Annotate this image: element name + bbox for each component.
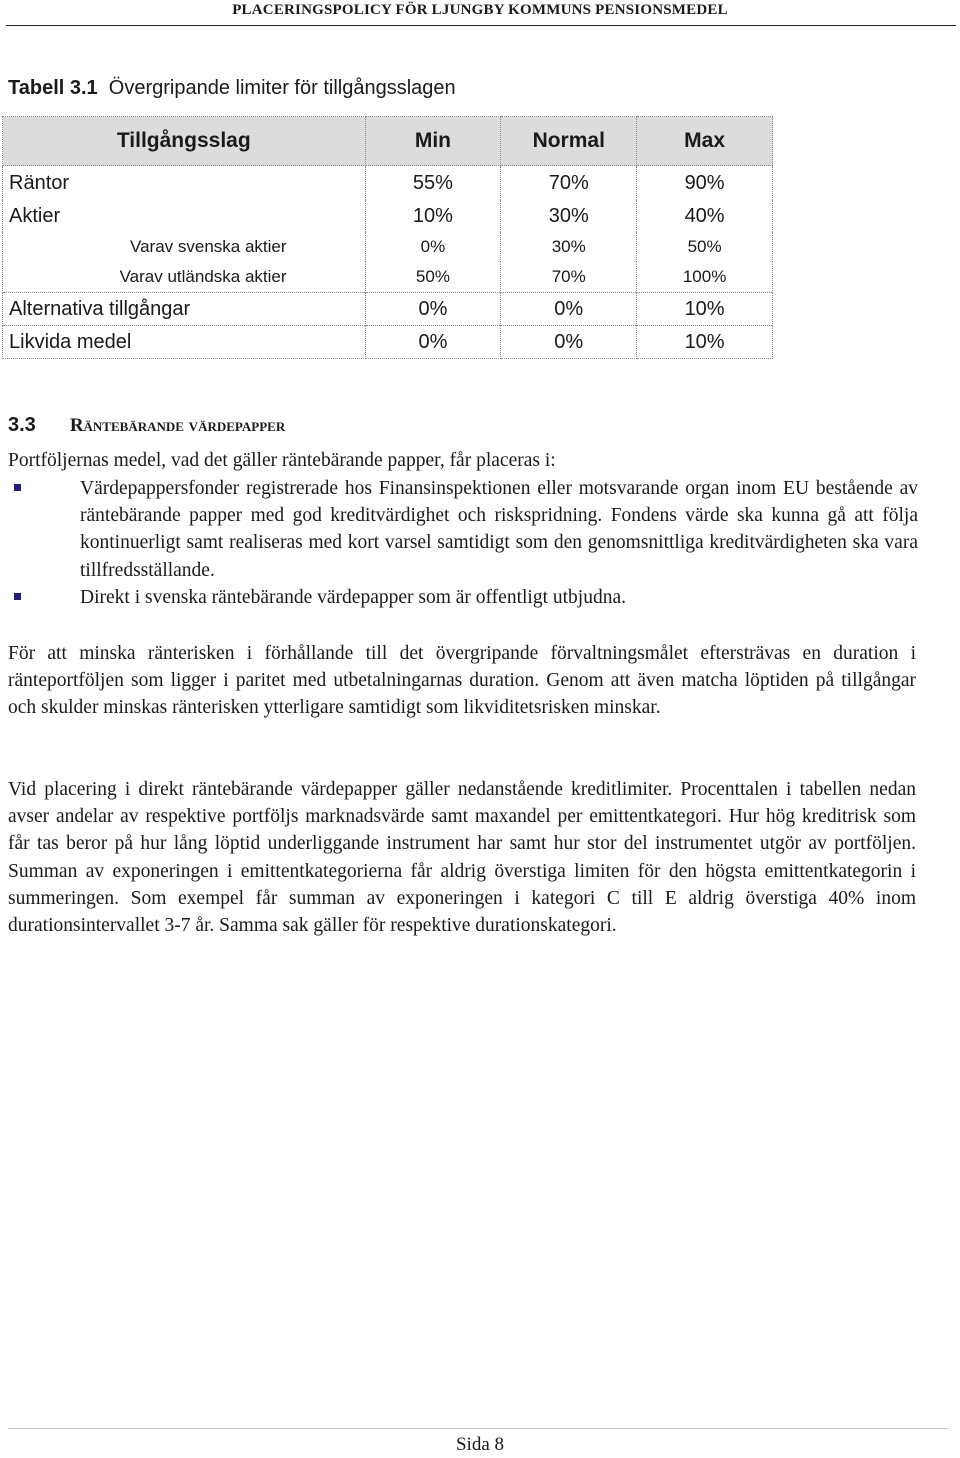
cell-max: 50% <box>637 232 773 262</box>
table-caption-label: Tabell 3.1 <box>8 77 98 99</box>
column-header-normal: Normal <box>501 117 637 166</box>
cell-max: 40% <box>637 200 773 232</box>
paragraph-credit-limits: Vid placering i direkt räntebärande värdepapper gäller nedanstående kreditlimiter. Procenttalen i tabellen nedan avser andelar av respektive portföljs marknadsvärde samt maxandel per emittentkategori. Hur hög kreditrisk som får tas beror på hur lång löptid underliggande instrument har samt hur stor del instrumentet utgör av portföljen. Summan av exponeringen i emittentkategorierna får aldrig överstiga limiten för den högsta emittentkategorin i summeringen. Som exempel får summan av exponeringen i kategori C till E aldrig överstiga 40% inom durationsintervallet 3-7 år. Samma sak gäller för respektive durationskategori. <box>8 779 916 937</box>
cell-normal: 70% <box>501 166 637 201</box>
table-caption-text: Övergripande limiter för tillgångsslagen <box>108 77 456 99</box>
lead-in-text: Portföljernas medel, vad det gäller räntebärande papper, får placeras i: <box>8 450 556 471</box>
table-header-row <box>3 117 773 166</box>
row-label: Alternativa tillgångar <box>3 293 366 326</box>
running-header: PLACERINGSPOLICY FÖR LJUNGBY KOMMUNS PENSIONSMEDEL <box>232 2 728 18</box>
paragraph-duration: För att minska ränterisken i förhållande till det övergripande förvaltningsmålet eftersträvas en duration i ränteportföljen som ligger i paritet med utbetalningarnas duration. Genom att även matcha löptiden på tillgångar och skulder minskas ränterisken ytterligare samtidigt som likviditetsrisken minskar. <box>8 643 916 719</box>
table-row <box>3 232 773 262</box>
column-header-asset-class: Tillgångsslag <box>3 117 366 166</box>
cell-normal: 70% <box>501 262 637 293</box>
table-row <box>3 166 773 201</box>
cell-max: 100% <box>637 262 773 293</box>
cell-min: 50% <box>365 262 501 293</box>
row-label: Varav utländska aktier <box>3 262 366 293</box>
cell-normal: 30% <box>501 232 637 262</box>
cell-min: 55% <box>365 166 501 201</box>
list-item <box>8 584 918 611</box>
list-item-text: Värdepappersfonder registrerade hos Finansinspektionen eller motsvarande organ inom EU bestående av räntebärande papper med god kreditvärdighet och riskspridning. Fondens värde ska kunna gå att följa kontinuerligt samt realiseras med kort varsel samtidigt som den genomsnittliga kreditvärdigheten ska vara tillfredsställande. <box>80 478 918 581</box>
page-number: Sida 8 <box>455 1434 505 1455</box>
section-number: 3.3 <box>8 414 36 436</box>
cell-normal: 30% <box>501 200 637 232</box>
row-label: Varav svenska aktier <box>3 232 366 262</box>
cell-max: 90% <box>637 166 773 201</box>
limits-table <box>2 116 773 359</box>
list-item-text: Direkt i svenska räntebärande värdepapper som är offentligt utbjudna. <box>80 586 626 608</box>
table-row <box>3 326 773 359</box>
cell-min: 0% <box>365 232 501 262</box>
table-row <box>3 293 773 326</box>
footer-rule <box>8 1428 948 1429</box>
cell-max: 10% <box>637 293 773 326</box>
cell-min: 10% <box>365 200 501 232</box>
bullet-list <box>8 475 918 611</box>
section-title: Räntebärande värdepapper <box>69 415 286 436</box>
row-label: Aktier <box>3 200 366 232</box>
cell-min: 0% <box>365 293 501 326</box>
row-label: Räntor <box>3 166 366 201</box>
square-bullet-icon <box>14 484 21 491</box>
list-item <box>8 475 918 584</box>
column-header-max: Max <box>637 117 773 166</box>
square-bullet-icon <box>14 593 21 600</box>
column-header-min: Min <box>365 117 501 166</box>
cell-min: 0% <box>365 326 501 359</box>
cell-max: 10% <box>637 326 773 359</box>
row-label: Likvida medel <box>3 326 366 359</box>
cell-normal: 0% <box>501 326 637 359</box>
header-rule <box>6 25 956 26</box>
section-heading <box>8 414 285 437</box>
cell-normal: 0% <box>501 293 637 326</box>
table-caption <box>8 77 456 100</box>
table-row <box>3 262 773 293</box>
table-row <box>3 200 773 232</box>
